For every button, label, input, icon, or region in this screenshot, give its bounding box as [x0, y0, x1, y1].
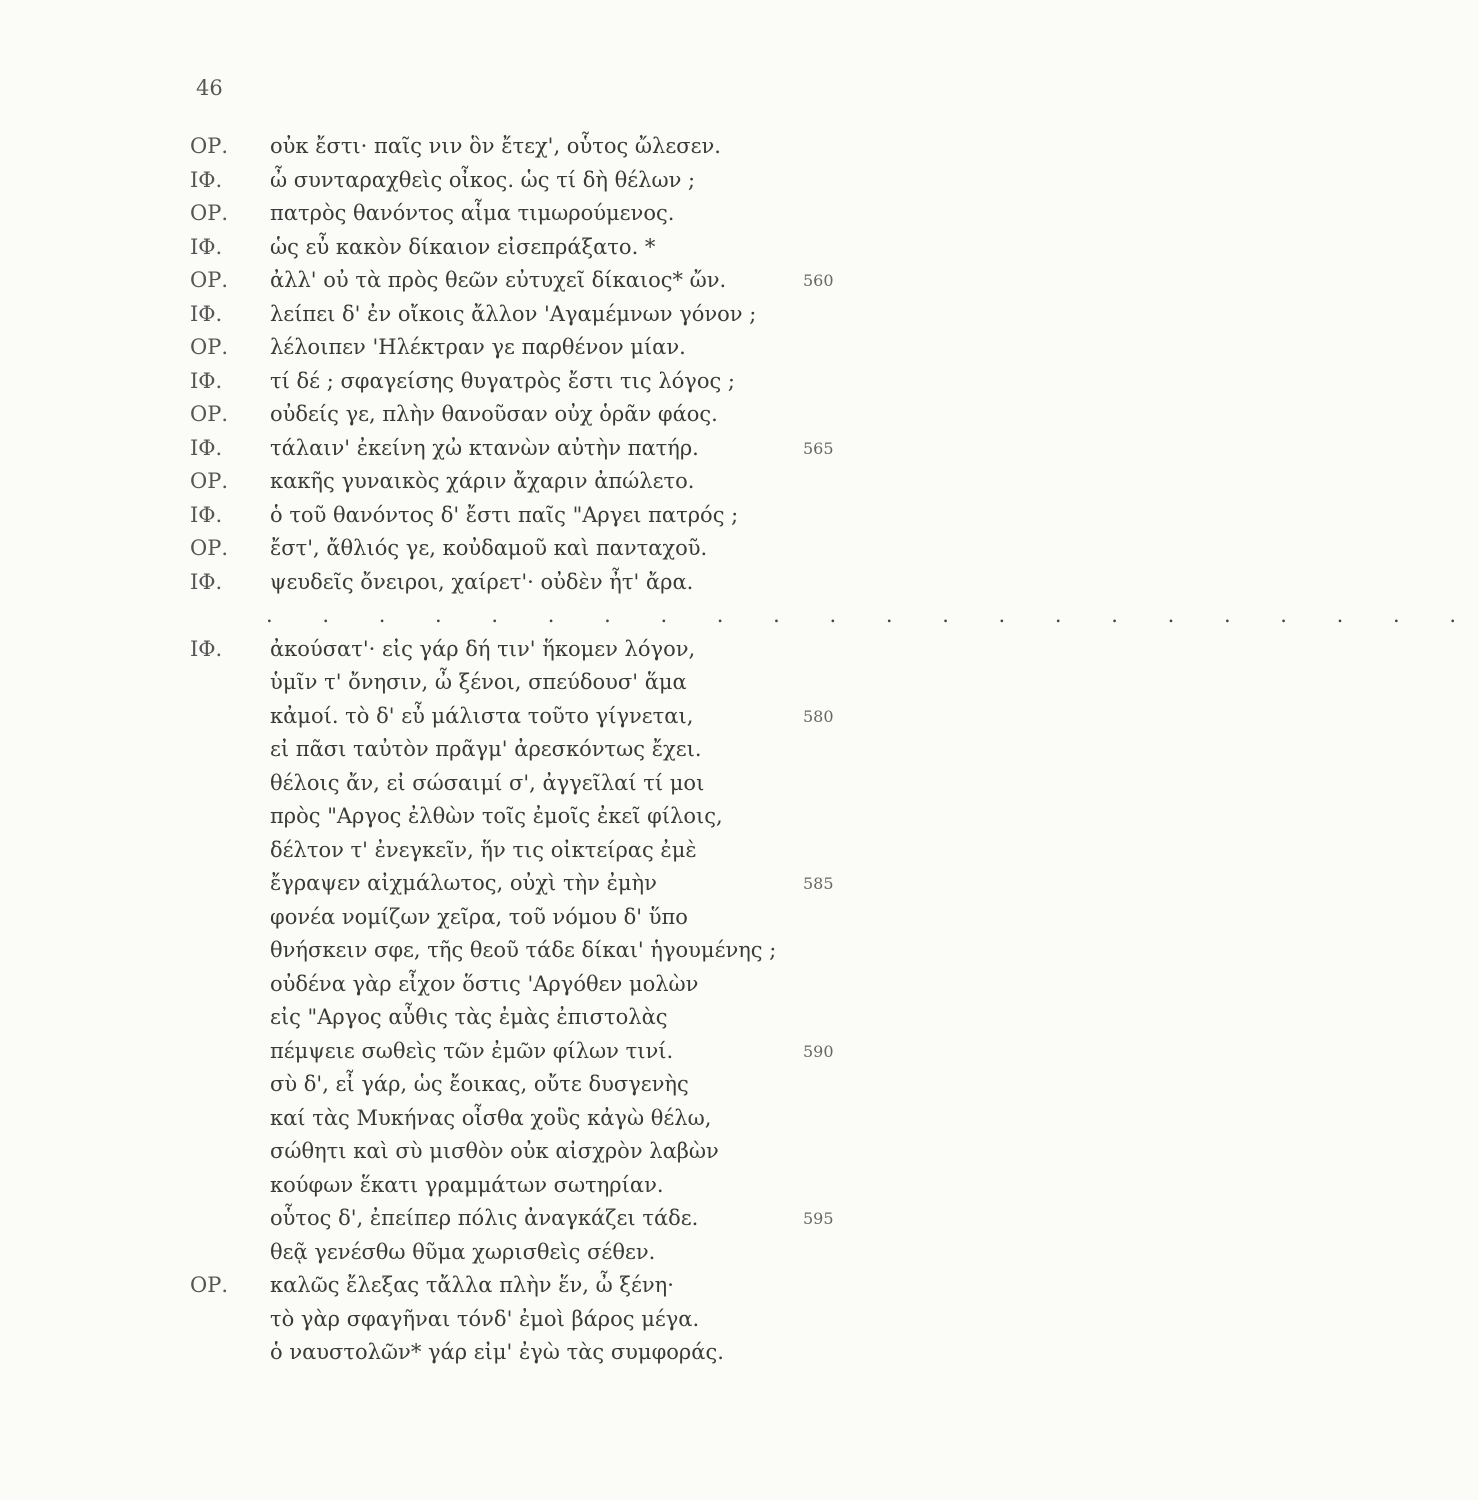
verse-line — [190, 599, 1478, 633]
speaker-label: ΟΡ. — [190, 1273, 229, 1297]
verse-line — [190, 499, 870, 533]
verse-line — [190, 733, 870, 767]
speaker-label: ΟΡ. — [190, 335, 229, 359]
verse-line — [190, 767, 870, 801]
verse-text: δέλτον τ' ἐνεγκεῖν, ἥν τις οἰκτείρας ἐμὲ — [270, 837, 697, 862]
verse-text: καί τὰς Μυκήνας οἶσθα χοὓς κἀγὼ θέλω, — [270, 1105, 712, 1130]
verse-text: θέλοις ἄν, εἰ σώσαιμί σ', ἀγγεῖλαί τί μοι — [270, 770, 705, 795]
line-number: 560 — [803, 271, 834, 290]
line-number: 585 — [803, 874, 834, 893]
speaker-label: ΙΦ. — [190, 167, 223, 192]
verse-line — [190, 968, 870, 1002]
verse-line — [190, 1001, 870, 1035]
verse-line — [190, 264, 870, 298]
verse-line — [190, 1236, 870, 1270]
verse-text: ὡς εὖ κακὸν δίκαιον εἰσεπράξατο. * — [270, 234, 656, 259]
speaker-label: ΟΡ. — [190, 134, 229, 158]
verse-text: ὦ συνταραχθεὶς οἶκος. ὡς τί δὴ θέλων ; — [270, 167, 696, 192]
line-number: 580 — [803, 706, 834, 726]
verse-line — [190, 1135, 870, 1169]
page-number: 46 — [196, 76, 223, 100]
speaker-label: ΟΡ. — [190, 536, 229, 560]
verse-text: τί δέ ; σφαγείσης θυγατρὸς ἔστι τις λόγος ; — [270, 368, 735, 393]
verse-line — [190, 465, 870, 499]
verse-text: οὐδείς γε, πλὴν θανοῦσαν οὐχ ὁρᾶν φάος. — [270, 402, 718, 426]
line-number: 595 — [803, 1209, 834, 1228]
verse-line — [190, 164, 870, 198]
verse-text-block — [190, 130, 1478, 1370]
verse-line — [190, 197, 870, 231]
verse-line — [190, 901, 870, 935]
speaker-label: ΟΡ. — [190, 268, 229, 292]
verse-text: καλῶς ἔλεξας τἄλλα πλὴν ἕν, ὦ ξένη· — [270, 1273, 674, 1297]
speaker-label: ΟΡ. — [190, 402, 229, 426]
verse-line — [190, 331, 870, 365]
verse-line — [190, 298, 870, 332]
verse-text: φονέα νομίζων χεῖρα, τοῦ νόμου δ' ὕπο — [270, 904, 688, 929]
verse-text: πέμψειε σωθεὶς τῶν ἐμῶν φίλων τινί. — [270, 1038, 674, 1063]
verse-text: ψευδεῖς ὄνειροι, χαίρετ'· οὐδὲν ἦτ' ἄρα. — [270, 569, 694, 594]
verse-line — [190, 1336, 870, 1370]
verse-text: τὸ γὰρ σφαγῆναι τόνδ' ἐμοὶ βάρος μέγα. — [270, 1306, 700, 1331]
verse-text: σώθητι καὶ σὺ μισθὸν οὐκ αἰσχρὸν λαβὼν — [270, 1139, 719, 1163]
verse-text: κούφων ἕκατι γραμμάτων σωτηρίαν. — [270, 1172, 664, 1197]
speaker-label: ΙΦ. — [190, 368, 223, 393]
verse-line — [190, 1035, 870, 1069]
speaker-label: ΙΦ. — [190, 435, 223, 460]
speaker-label: ΙΦ. — [190, 569, 223, 594]
verse-text: λείπει δ' ἐν οἴκοις ἄλλον 'Αγαμέμνων γόνον ; — [270, 301, 757, 326]
verse-text: οὐδένα γὰρ εἶχον ὅστις 'Αργόθεν μολὼν — [270, 971, 699, 996]
speaker-label: ΙΦ. — [190, 301, 223, 326]
verse-text: ὑμῖν τ' ὄνησιν, ὦ ξένοι, σπεύδουσ' ἅμα — [270, 670, 687, 694]
verse-text: κἀμοί. τὸ δ' εὖ μάλιστα τοῦτο γίγνεται, — [270, 703, 694, 728]
verse-line — [190, 633, 870, 667]
verse-text: ἀλλ' οὐ τὰ πρὸς θεῶν εὐτυχεῖ δίκαιος* ὤν. — [270, 268, 727, 292]
verse-line — [190, 398, 870, 432]
verse-line — [190, 231, 870, 265]
verse-line — [190, 365, 870, 399]
verse-line — [190, 432, 870, 466]
speaker-label: ΙΦ. — [190, 234, 223, 259]
verse-text: ἔγραψεν αἰχμάλωτος, οὐχὶ τὴν ἐμὴν — [270, 871, 657, 895]
verse-line — [190, 1269, 870, 1303]
verse-line — [190, 1202, 870, 1236]
line-number: 590 — [803, 1041, 834, 1061]
verse-text: οὐκ ἔστι· παῖς νιν ὃν ἔτεχ', οὗτος ὤλεσεν. — [270, 134, 721, 158]
verse-line — [190, 130, 870, 164]
verse-line — [190, 934, 870, 968]
verse-text: τάλαιν' ἐκείνη χὠ κτανὼν αὐτὴν πατήρ. — [270, 435, 699, 460]
verse-line — [190, 700, 870, 734]
verse-text: σὺ δ', εἶ γάρ, ὡς ἔοικας, οὔτε δυσγενὴς — [270, 1072, 689, 1096]
verse-line — [190, 566, 870, 600]
verse-text: ἔστ', ἄθλιός γε, κοὐδαμοῦ καὶ πανταχοῦ. — [270, 536, 708, 560]
verse-text: ἀκούσατ'· εἰς γάρ δή τιν' ἥκομεν λόγον, — [270, 636, 696, 661]
verse-line — [190, 1303, 870, 1337]
verse-line — [190, 666, 870, 700]
verse-line — [190, 532, 870, 566]
speaker-label: ΟΡ. — [190, 201, 229, 225]
verse-text: ὁ τοῦ θανόντος δ' ἔστι παῖς "Αργει πατρός ; — [270, 502, 739, 527]
verse-text: κακῆς γυναικὸς χάριν ἄχαριν ἀπώλετο. — [270, 469, 695, 493]
line-number: 565 — [803, 438, 834, 458]
speaker-label: ΟΡ. — [190, 469, 229, 493]
verse-line — [190, 800, 870, 834]
verse-text: εἰ πᾶσι ταὐτὸν πρᾶγμ' ἀρεσκόντως ἔχει. — [270, 737, 702, 761]
verse-line — [190, 1068, 870, 1102]
verse-text: θνήσκειν σφε, τῆς θεοῦ τάδε δίκαι' ἡγουμένης ; — [270, 938, 777, 962]
verse-text: θεᾷ γενέσθω θῦμα χωρισθεὶς σέθεν. — [270, 1239, 656, 1264]
verse-text: ὁ ναυστολῶν* γάρ εἰμ' ἐγὼ τὰς συμφοράς. — [270, 1340, 724, 1364]
verse-text: πρὸς "Αργος ἐλθὼν τοῖς ἐμοῖς ἐκεῖ φίλοις, — [270, 804, 723, 828]
verse-line — [190, 1169, 870, 1203]
speaker-label: ΙΦ. — [190, 636, 223, 661]
lacuna-dots: . . . . . . . . . . . . . . . . . . . . . . — [266, 603, 1478, 627]
verse-text: εἰς "Αργος αὖθις τὰς ἐμὰς ἐπιστολὰς — [270, 1005, 668, 1029]
verse-text: λέλοιπεν 'Ηλέκτραν γε παρθένον μίαν. — [270, 335, 686, 359]
verse-line — [190, 834, 870, 868]
verse-text: οὗτος δ', ἐπείπερ πόλις ἀναγκάζει τάδε. — [270, 1206, 699, 1230]
speaker-label: ΙΦ. — [190, 502, 223, 527]
verse-line — [190, 867, 870, 901]
verse-text: πατρὸς θανόντος αἷμα τιμωρούμενος. — [270, 201, 675, 225]
verse-line — [190, 1102, 870, 1136]
